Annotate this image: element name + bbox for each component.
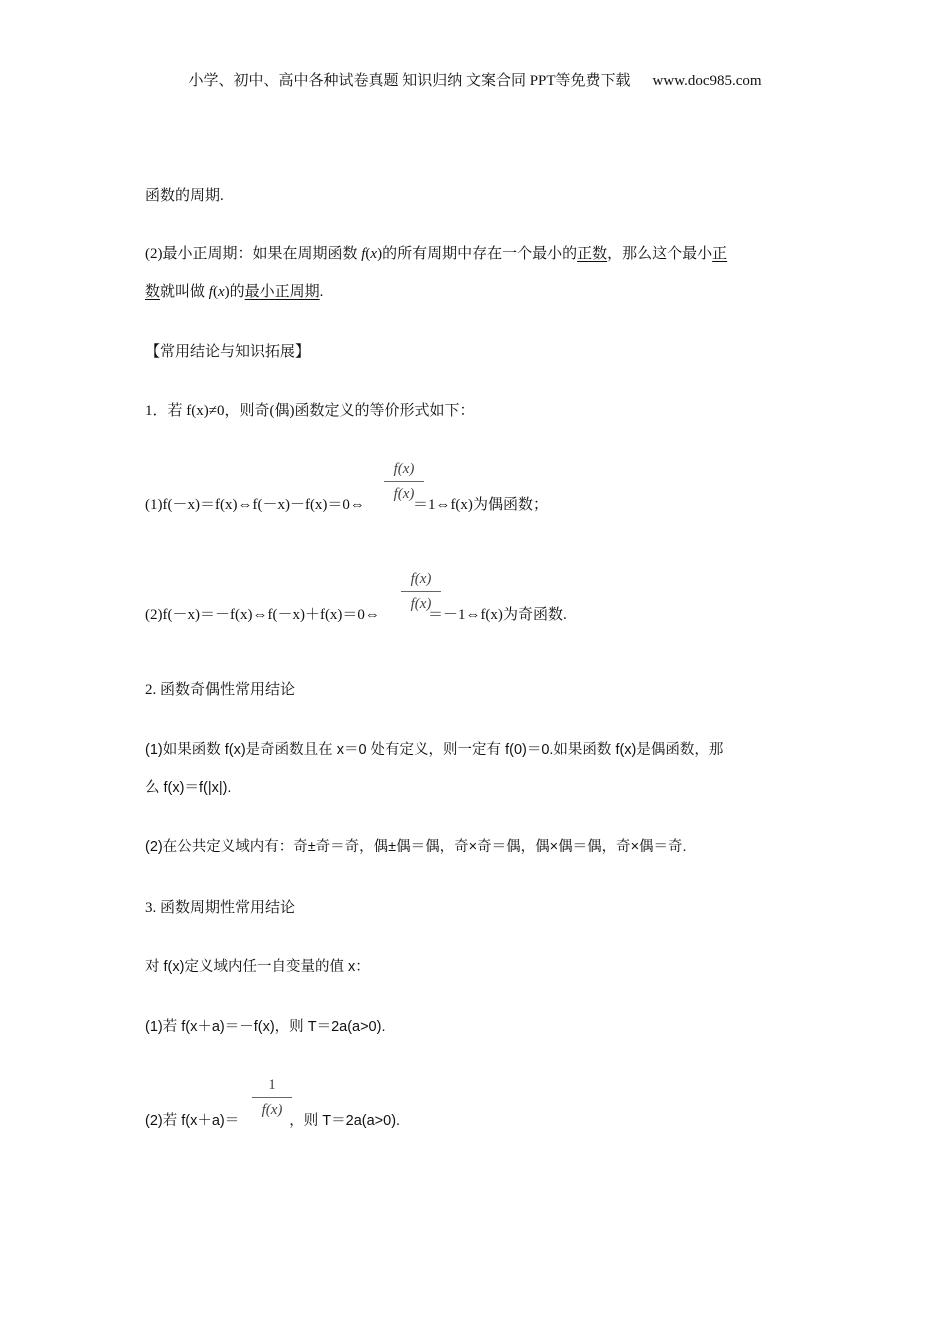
fraction-3-denominator: f(x) xyxy=(261,1102,283,1118)
point-2b: (2)在公共定义域内有：奇±奇＝奇，偶±偶＝偶，奇×奇＝偶，偶×偶＝偶，奇×偶＝奇. xyxy=(145,839,687,855)
line2-f: f xyxy=(361,246,366,262)
fraction-2-numerator: f(x) xyxy=(410,571,432,587)
equation-2-end: . xyxy=(562,607,567,623)
header-text: 小学、初中、高中各种试卷真题 知识归纳 文案合同 PPT等免费下载 xyxy=(188,73,631,89)
line3-part-c: )的 xyxy=(224,284,245,300)
line2-part-d: ，那么这个最小 xyxy=(607,246,713,262)
point-3c xyxy=(145,1111,400,1131)
point-3b: (1)若 f(x＋a)＝－f(x)，则 T＝2a(a>0). xyxy=(145,1019,386,1035)
equation-1 xyxy=(145,495,548,515)
line2-part-a: (2)最小正周期：如果在周期函数 xyxy=(145,246,362,262)
fraction-1-bar xyxy=(384,481,424,482)
text-line-1: 函数的周期. xyxy=(145,188,224,204)
equation-2-left: (2)f(－x)＝－f(x)⇔f(－x)＋f(x)＝0⇔ xyxy=(145,607,380,623)
point-1: 1．若 f(x)≠0，则奇(偶)函数定义的等价形式如下： xyxy=(145,403,475,419)
header-url[interactable]: www.doc985.com xyxy=(652,73,762,89)
underlined-zheng: 正 xyxy=(712,246,728,262)
line2-part-c: )的所有周期中存在一个最小的 xyxy=(377,246,578,262)
fraction-3-bar xyxy=(252,1097,292,1098)
underlined-min-period: 最小正周期 xyxy=(244,284,320,300)
fraction-3-numerator: 1 xyxy=(268,1077,276,1093)
text-line-2 xyxy=(145,244,727,264)
fraction-1-denominator: f(x) xyxy=(393,486,415,502)
equation-2-label: 为奇函数 xyxy=(502,606,563,623)
fraction-1-numerator: f(x) xyxy=(393,461,415,477)
line3-x: x xyxy=(217,284,225,300)
page-header xyxy=(0,69,950,90)
equation-1-right: ＝1⇔f(x) xyxy=(412,497,473,513)
point-3: 3. 函数周期性常用结论 xyxy=(145,900,296,916)
point-2a-line1: (1)如果函数 f(x)是奇函数且在 x＝0 处有定义，则一定有 f(0)＝0.如果函数 f(x)是偶函数，那 xyxy=(145,742,724,758)
line3-f: f xyxy=(208,284,213,300)
text-line-3 xyxy=(145,282,323,302)
fraction-2-bar xyxy=(401,591,441,592)
line2-x: x xyxy=(370,246,378,262)
equation-1-end: ； xyxy=(532,497,548,513)
point-3a: 对 f(x)定义域内任一自变量的值 x： xyxy=(145,959,370,975)
point-2a-line2: 么 f(x)＝f(|x|). xyxy=(145,780,232,796)
point-3c-right: ，则 T＝2a(a>0). xyxy=(289,1113,401,1129)
fraction-2-denominator: f(x) xyxy=(410,596,432,612)
line3-paren: ( xyxy=(212,284,218,300)
underlined-shu: 数 xyxy=(145,284,161,300)
equation-1-label: 为偶函数 xyxy=(472,496,533,513)
underlined-positive-number: 正数 xyxy=(577,246,608,262)
section-heading: 【常用结论与知识拓展】 xyxy=(145,344,311,360)
equation-1-left: (1)f(－x)＝f(x)⇔f(－x)－f(x)＝0⇔ xyxy=(145,497,365,513)
point-3c-left: (2)若 f(x＋a)＝ xyxy=(145,1113,240,1129)
line3-part-a: 就叫做 xyxy=(160,284,209,300)
line2-paren: ( xyxy=(365,246,371,262)
line3-part-d: . xyxy=(319,284,324,300)
equation-2 xyxy=(145,605,567,625)
point-2: 2. 函数奇偶性常用结论 xyxy=(145,682,296,698)
equation-2-right: ＝－1⇔f(x) xyxy=(427,607,503,623)
